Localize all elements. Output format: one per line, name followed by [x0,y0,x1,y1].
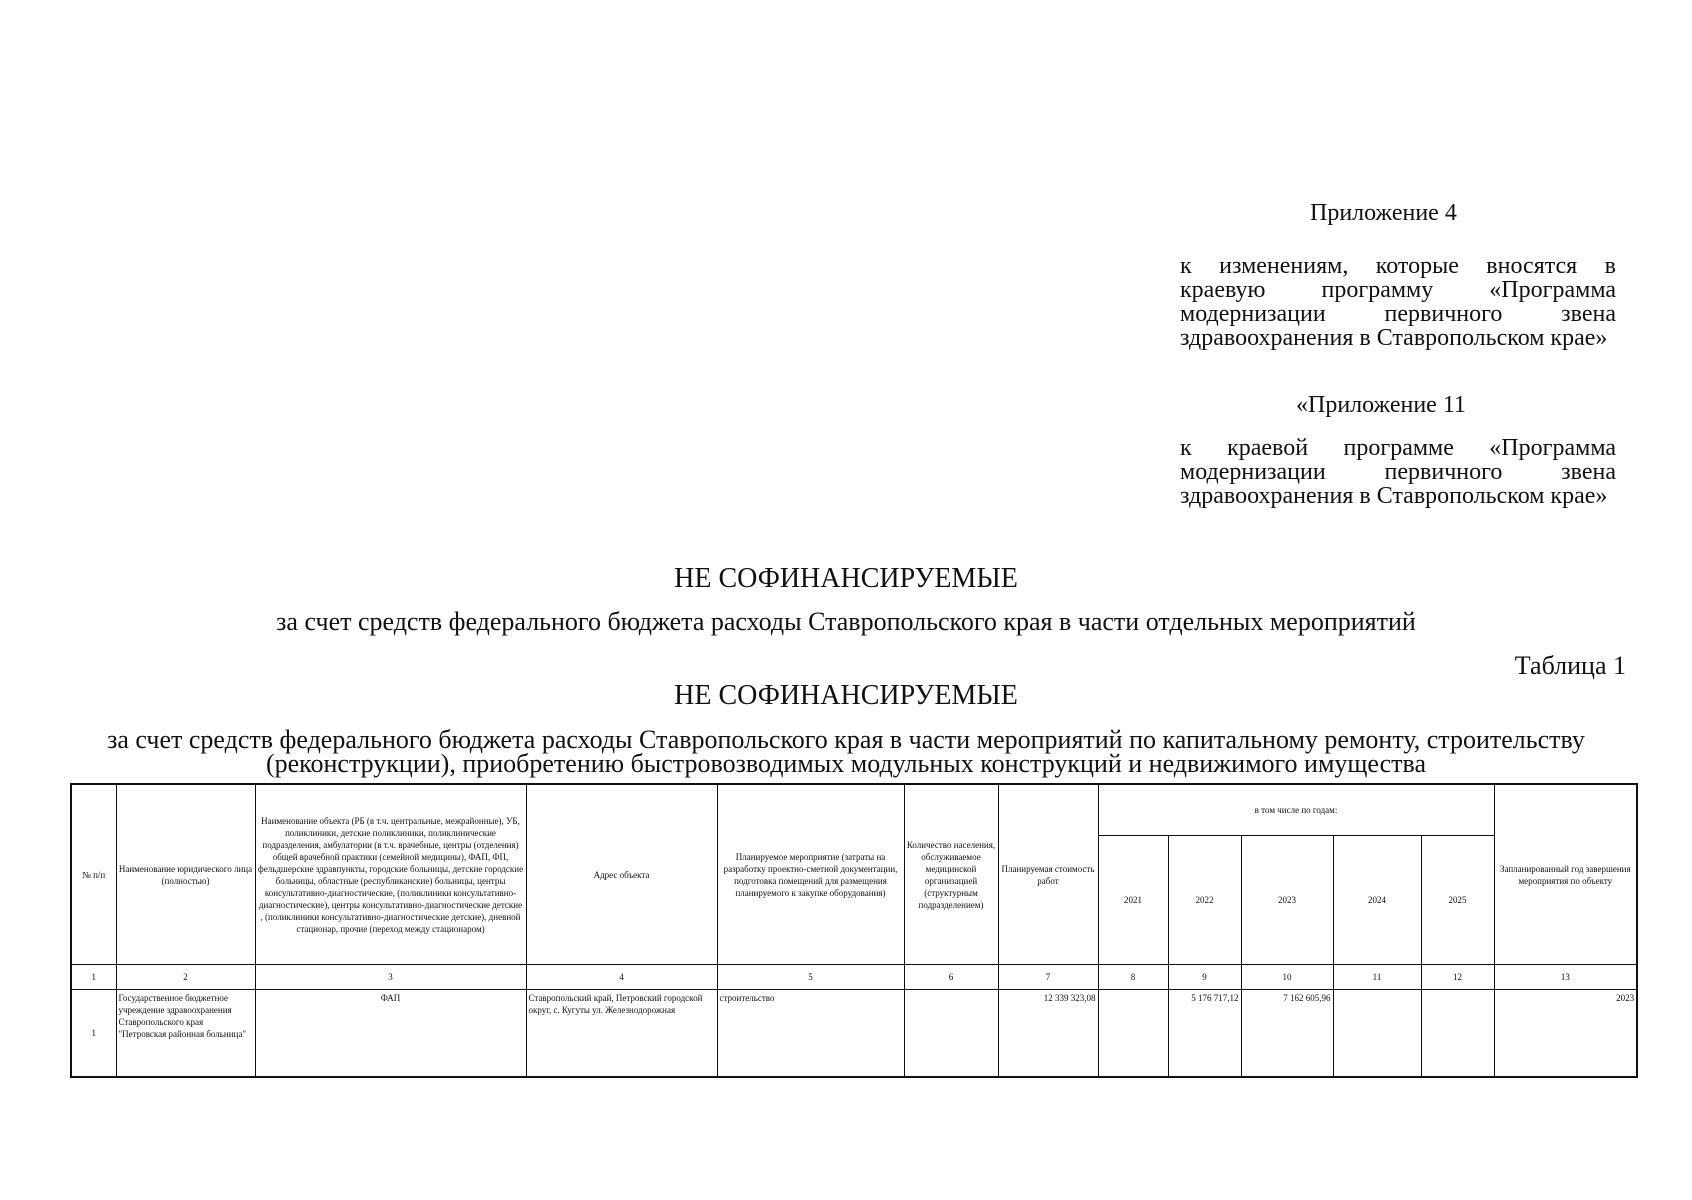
column-numbers-row [71,965,1637,990]
table-row [71,990,1637,1078]
table-caption: Таблица 1 [1514,651,1626,680]
row-2021 [1098,990,1168,1078]
column-number: 10 [1241,965,1333,990]
header-row-1 [71,784,1637,836]
row-activity: строительство [717,990,904,1078]
row-cost: 12 339 323,08 [998,990,1098,1078]
row-year-end: 2023 [1494,990,1637,1078]
column-number: 11 [1333,965,1421,990]
heading-subtitle: за счет средств федерального бюджета расходы Ставропольского края в части отдельных мероприятий [276,607,1416,636]
row-population [904,990,998,1078]
works-table [70,783,1638,1078]
header-num: № п/п [71,784,116,965]
heading-not-cofinanced-2: НЕ СОФИНАНСИРУЕМЫЕ [674,680,1018,711]
header-year-2021: 2021 [1098,836,1168,965]
appendix11-text: к краевой программе «Программа модернизации первичного звена здравоохранения в Ставропольском крае» [1180,435,1616,509]
column-number: 3 [255,965,526,990]
row-2023: 7 162 605,96 [1241,990,1333,1078]
header-address: Адрес объекта [526,784,717,965]
header-org: Наименование юридического лица (полностью) [116,784,255,965]
column-number: 12 [1421,965,1494,990]
header-object: Наименование объекта (РБ (в т.ч. центральные, межрайонные), УБ, поликлиники, детские поликлиники, поликлинические подразделения, амбулатории (в т.ч. врачебные, центры (отделения) общей врачебной практики (семейной медицины), ФАП, ФП, фельдшерские здравпункты, городские больницы, детские городские больницы, областные (республиканские) больницы, центры консультативно-диагностические, (поликлиники консультативно-диагностические), центры консультативно-диагностические детские , (поликлиники консультативно-диагностические детские), дневной стационар, прочие (переход между стационаром) [255,784,526,965]
heading-not-cofinanced: НЕ СОФИНАНСИРУЕМЫЕ [674,563,1018,594]
appendix-title: Приложение 4 [1310,200,1457,226]
column-number: 9 [1168,965,1241,990]
column-number: 2 [116,965,255,990]
header-year-end: Запланированный год завершения мероприятия по объекту [1494,784,1637,965]
header-year-2023: 2023 [1241,836,1333,965]
row-org: Государственное бюджетное учреждение здравоохранения Ставропольского края "Петровская районная больница" [116,990,255,1078]
heading-table-description: за счет средств федерального бюджета расходы Ставропольского края в части мероприятий по капитальному ремонту, строительству (реконструкции), приобретению быстровозводимых модульных конструкций и недвижимого имущества [107,725,1585,778]
appendix-text: к изменениям, которые вносятся в краевую программу «Программа модернизации первичного звена здравоохранения в Ставропольском крае» [1180,253,1616,351]
header-year-2022: 2022 [1168,836,1241,965]
column-number: 1 [71,965,116,990]
column-number: 8 [1098,965,1168,990]
header-years-group: в том числе по годам: [1098,784,1494,836]
row-2022: 5 176 717,12 [1168,990,1241,1078]
row-object: ФАП [255,990,526,1078]
header-activity: Планируемое мероприятие (затраты на разработку проектно-сметной документации, подготовка помещений для размещения планируемого к закупке оборудования) [717,784,904,965]
row-address: Ставропольский край, Петровский городской округ, с. Кугуты ул. Железнодорожная [526,990,717,1078]
column-number: 13 [1494,965,1637,990]
header-year-2024: 2024 [1333,836,1421,965]
column-number: 6 [904,965,998,990]
header-year-2025: 2025 [1421,836,1494,965]
column-number: 4 [526,965,717,990]
column-number: 5 [717,965,904,990]
appendix11-title: «Приложение 11 [1296,392,1466,418]
row-num: 1 [71,990,116,1078]
row-2025 [1421,990,1494,1078]
row-2024 [1333,990,1421,1078]
header-cost: Планируемая стоимость работ [998,784,1098,965]
column-number: 7 [998,965,1098,990]
header-population: Количество населения, обслуживаемое медицинской организацией (структурным подразделением) [904,784,998,965]
